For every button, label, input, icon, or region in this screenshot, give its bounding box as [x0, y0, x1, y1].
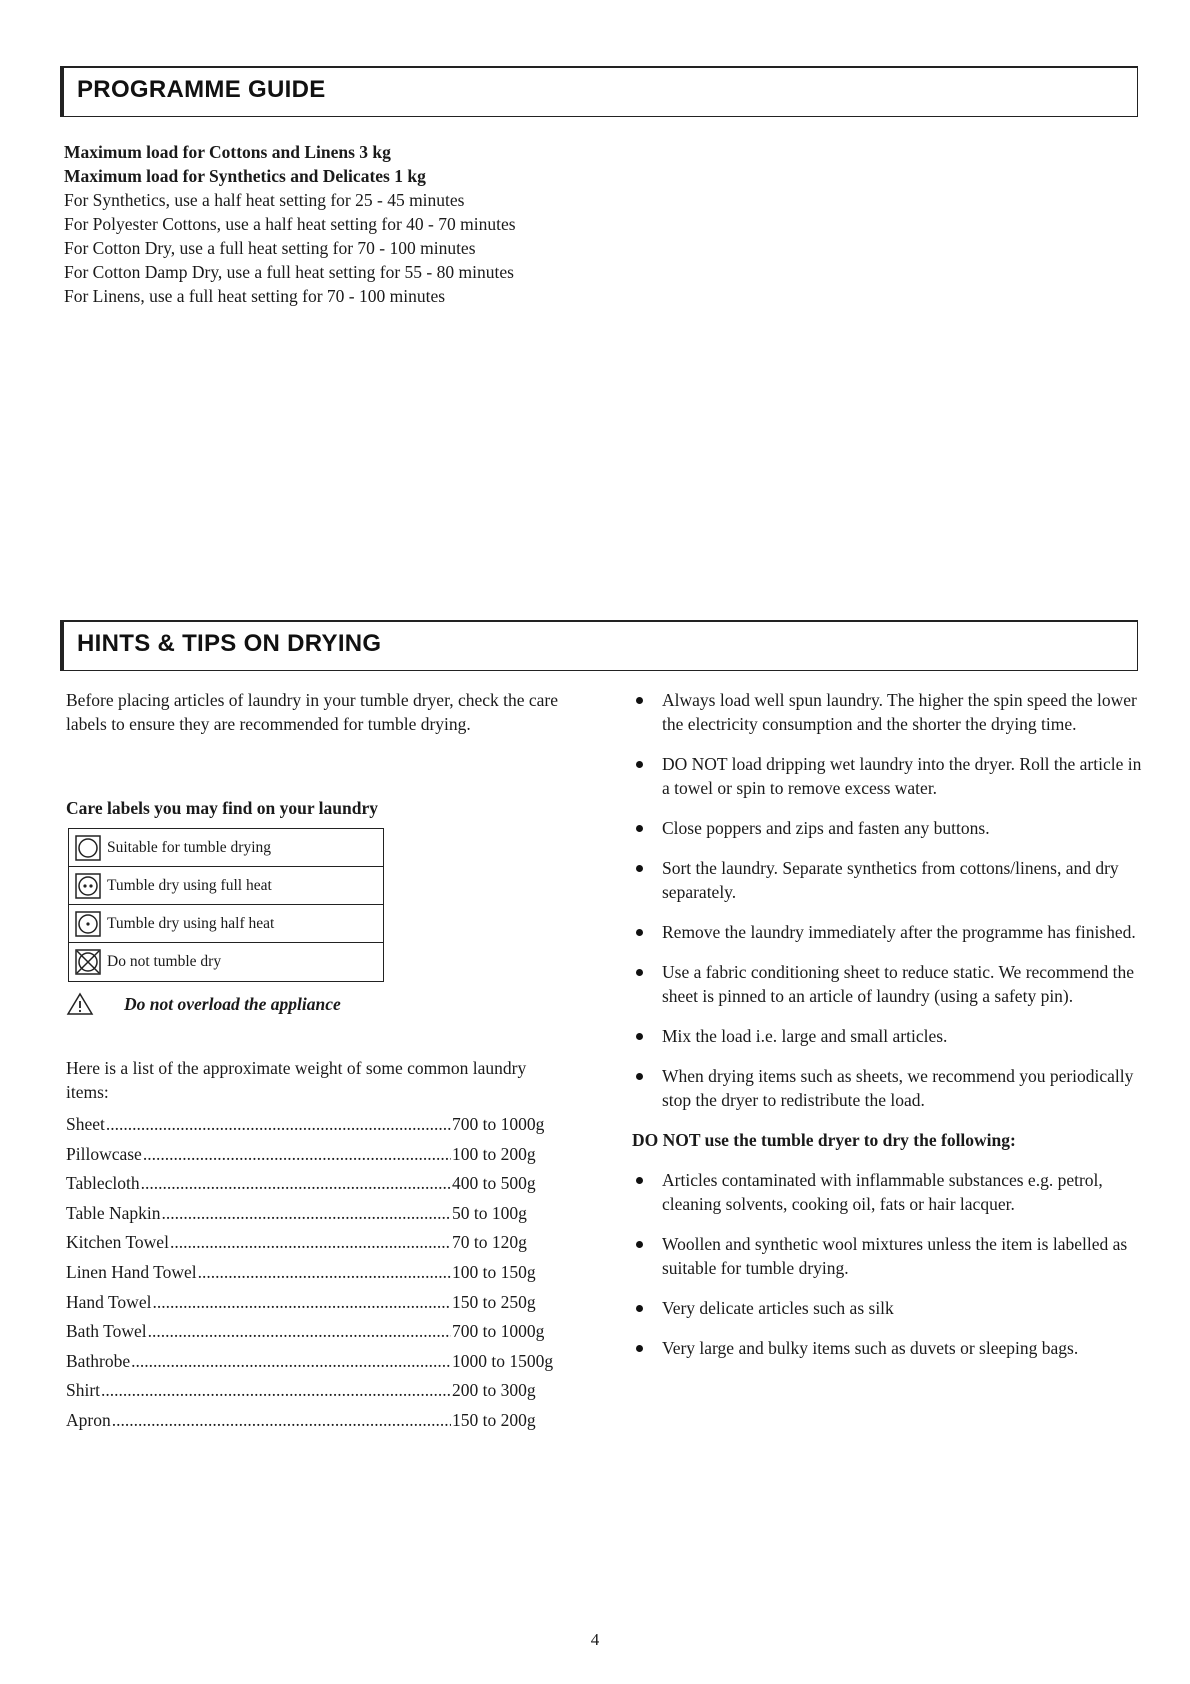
weight-value: 100 to 200g [452, 1143, 536, 1164]
tumble-dry-full-heat-icon [75, 873, 101, 899]
weight-item: Bathrobe [66, 1350, 131, 1371]
guide-line: For Cotton Damp Dry, use a full heat setting for 55 - 80 minutes [64, 262, 514, 282]
weight-item: Hand Towel [66, 1291, 152, 1312]
weight-item: Apron [66, 1409, 111, 1430]
bullet-icon [636, 697, 643, 704]
weight-value: 700 to 1000g [452, 1321, 545, 1342]
overload-warning [66, 992, 341, 1016]
tumble-dry-half-heat-icon [75, 911, 101, 937]
do-not-item: Articles contaminated with inflammable substances e.g. petrol, cleaning solvents, cooking oil, fats or hair lacquer. [632, 1168, 1142, 1216]
weight-row [66, 1112, 566, 1142]
weight-item: Sheet [66, 1114, 105, 1134]
guide-line-bold: Maximum load for Cottons and Linens 3 kg [64, 142, 391, 162]
weight-row [66, 1290, 566, 1320]
weight-value: 700 to 1000g [452, 1114, 545, 1134]
hints-left-column [66, 688, 586, 1430]
tip-item: Mix the load i.e. large and small articles. [632, 1024, 1142, 1048]
weight-value: 1000 to 1500g [452, 1350, 554, 1371]
weight-value: 200 to 300g [452, 1380, 536, 1401]
tip-item: Close poppers and zips and fasten any buttons. [632, 816, 1142, 840]
tips-list [632, 688, 1142, 1112]
bullet-icon [636, 1033, 643, 1040]
tip-item: Use a fabric conditioning sheet to reduce static. We recommend the sheet is pinned to an article of laundry (using a safety pin). [632, 960, 1142, 1008]
guide-line: For Polyester Cottons, use a half heat setting for 40 - 70 minutes [64, 214, 516, 234]
weights-list [66, 1112, 566, 1438]
page-number: 4 [590, 1630, 600, 1649]
weight-item: Shirt [66, 1380, 101, 1401]
warning-text: Do not overload the appliance [124, 994, 341, 1014]
weight-row [66, 1260, 566, 1290]
programme-guide-text [64, 140, 516, 308]
weight-value: 50 to 100g [452, 1202, 527, 1223]
bullet-icon [636, 1305, 643, 1312]
weight-value: 150 to 200g [452, 1409, 536, 1430]
weight-item: Linen Hand Towel [66, 1261, 197, 1282]
weight-row [66, 1319, 566, 1349]
do-not-item: Very large and bulky items such as duvets or sleeping bags. [632, 1336, 1142, 1360]
hints-tips-header [60, 620, 1138, 671]
bullet-icon [636, 865, 643, 872]
do-not-heading: DO NOT use the tumble dryer to dry the following: [632, 1130, 1016, 1150]
care-label-row [69, 943, 383, 981]
weight-value: 100 to 150g [452, 1261, 536, 1282]
weight-row [66, 1171, 566, 1201]
bullet-icon [636, 761, 643, 768]
tip-item: When drying items such as sheets, we recommend you periodically stop the dryer to redistribute the load. [632, 1064, 1142, 1112]
tumble-dry-icon [75, 835, 101, 861]
care-label-row [69, 867, 383, 905]
care-label-text: Do not tumble dry [107, 953, 222, 970]
weight-item: Bath Towel [66, 1321, 147, 1342]
care-label-text: Tumble dry using half heat [107, 914, 275, 932]
warning-triangle-icon [66, 992, 94, 1016]
bullet-icon [636, 1241, 643, 1248]
bullet-icon [636, 969, 643, 976]
do-not-item: Very delicate articles such as silk [632, 1296, 1142, 1320]
hints-intro: Before placing articles of laundry in your tumble dryer, check the care labels to ensure they are recommended for tumble drying. [66, 690, 559, 734]
weight-value: 150 to 250g [452, 1291, 536, 1312]
programme-guide-title: PROGRAMME GUIDE [77, 76, 326, 103]
weight-row [66, 1142, 566, 1172]
weight-row [66, 1230, 566, 1260]
tip-item: DO NOT load dripping wet laundry into the dryer. Roll the article in a towel or spin to remove excess water. [632, 752, 1142, 800]
tip-item: Remove the laundry immediately after the programme has finished. [632, 920, 1142, 944]
care-label-row [69, 905, 383, 943]
guide-line: For Synthetics, use a half heat setting for 25 - 45 minutes [64, 190, 465, 210]
weight-value: 400 to 500g [452, 1173, 536, 1194]
header-tab-marker [61, 622, 64, 670]
guide-line: For Cotton Dry, use a full heat setting for 70 - 100 minutes [64, 238, 476, 258]
care-label-text: Tumble dry using full heat [107, 876, 272, 894]
care-labels-heading: Care labels you may find on your laundry [66, 798, 378, 818]
header-tab-marker [61, 68, 64, 116]
bullet-icon [636, 825, 643, 832]
do-not-item: Woollen and synthetic wool mixtures unless the item is labelled as suitable for tumble drying. [632, 1232, 1142, 1280]
bullet-icon [636, 1073, 643, 1080]
hints-right-column [632, 688, 1142, 1376]
care-label-text: Suitable for tumble drying [107, 838, 272, 856]
care-label-row [69, 829, 383, 867]
bullet-icon [636, 929, 643, 936]
weight-row [66, 1201, 566, 1231]
weight-value: 70 to 120g [452, 1232, 527, 1253]
weight-row [66, 1349, 566, 1379]
weight-item: Kitchen Towel [66, 1232, 169, 1253]
bullet-icon [636, 1177, 643, 1184]
weight-row [66, 1408, 566, 1438]
weight-item: Table Napkin [66, 1202, 161, 1223]
bullet-icon [636, 1345, 643, 1352]
weight-item: Pillowcase [66, 1143, 142, 1164]
tip-item: Always load well spun laundry. The higher the spin speed the lower the electricity consumption and the shorter the drying time. [632, 688, 1142, 736]
programme-guide-header [60, 66, 1138, 117]
guide-line-bold: Maximum load for Synthetics and Delicates 1 kg [64, 166, 426, 186]
do-not-tumble-dry-icon [75, 949, 101, 975]
weights-intro: Here is a list of the approximate weight of some common laundry items: [66, 1058, 527, 1102]
guide-line: For Linens, use a full heat setting for 70 - 100 minutes [64, 286, 446, 306]
hints-tips-title: HINTS & TIPS ON DRYING [77, 630, 382, 657]
care-labels-table [68, 828, 384, 982]
weight-row [66, 1378, 566, 1408]
do-not-list [632, 1168, 1142, 1360]
tip-item: Sort the laundry. Separate synthetics from cottons/linens, and dry separately. [632, 856, 1142, 904]
weight-item: Tablecloth [66, 1173, 140, 1194]
